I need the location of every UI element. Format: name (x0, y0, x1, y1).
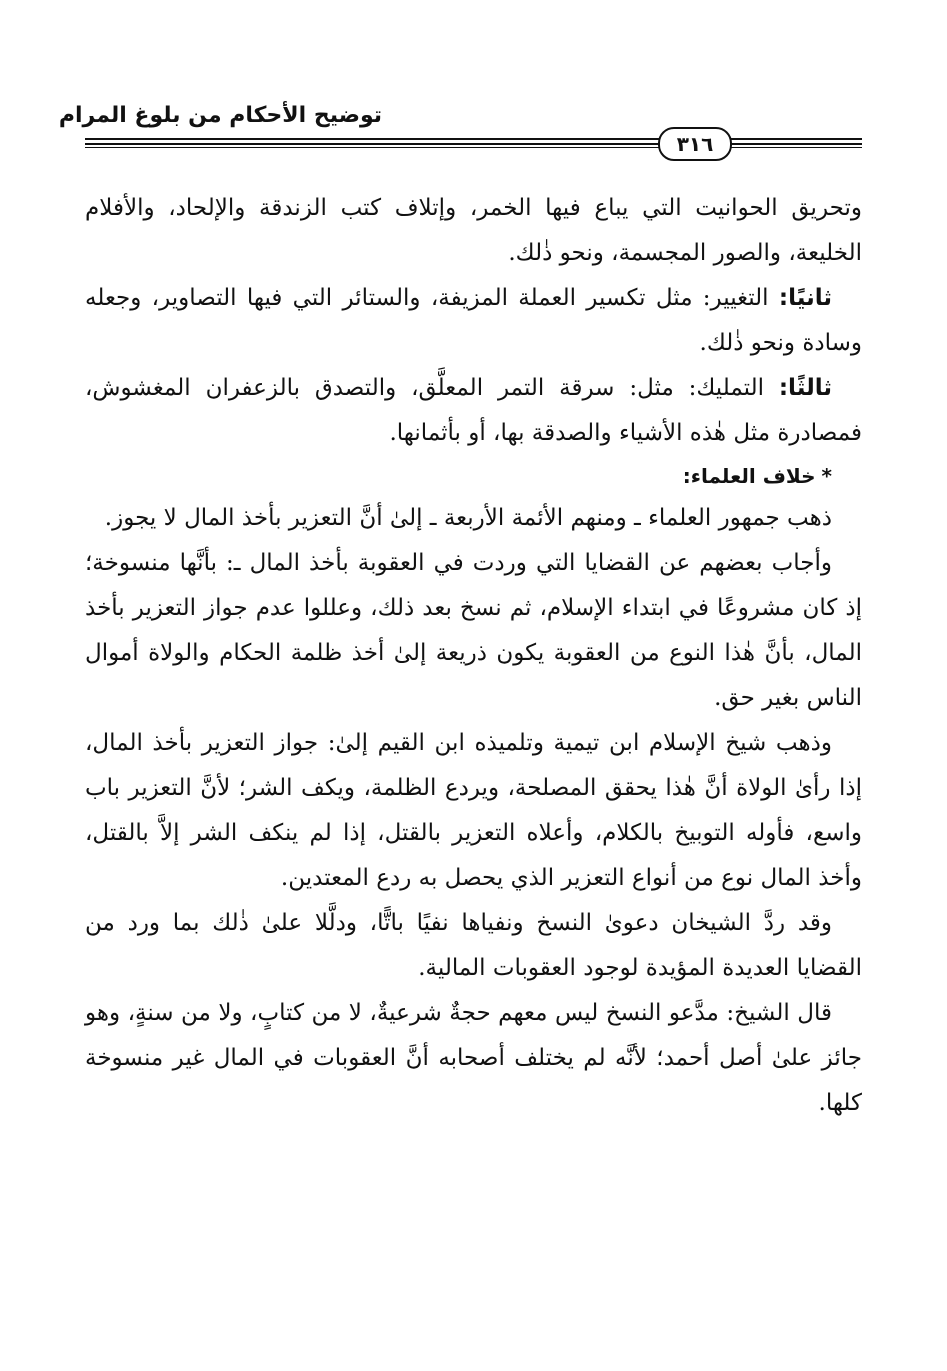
paragraph-3 (85, 366, 862, 456)
paragraph-3-text: التمليك: مثل: سرقة التمر المعلَّق، والتصدق بالزعفران المغشوش، فمصادرة مثل هٰذه الأشياء والصدقة بها، أو بأثمانها. (85, 375, 862, 446)
paragraph-2-text: التغيير: مثل تكسير العملة المزيفة، والستائر التي فيها التصاوير، وجعله وسادة ونحو ذٰلك. (85, 285, 862, 356)
paragraph-6: وذهب شيخ الإسلام ابن تيمية وتلميذه ابن القيم إلىٰ: جواز التعزير بأخذ المال، إذا رأىٰ الولاة أنَّ هٰذا يحقق المصلحة، ويردع الظلمة، ويكف الشر؛ لأنَّ التعزير باب واسع، فأوله التوبيخ بالكلام، وأعلاه التعزير بالقتل، إذا لم ينكف الشر إلاَّ بالقتل، وأخذ المال نوع من أنواع التعزير الذي يحصل به ردع المعتدين. (85, 730, 862, 891)
section-heading-text: خلاف العلماء: (682, 464, 816, 488)
paragraph-8: قال الشيخ: مدَّعو النسخ ليس معهم حجةٌ شرعيةٌ، لا من كتابٍ، ولا من سنةٍ، وهو جائز علىٰ أصل أحمد؛ لأنَّه لم يختلف أصحابه أنَّ العقوبات في المال غير منسوخة كلها. (85, 1000, 862, 1116)
paragraph-1: وتحريق الحوانيت التي يباع فيها الخمر، وإتلاف كتب الزندقة والإلحاد، والأفلام الخليعة، والصور المجسمة، ونحو ذٰلك. (85, 195, 862, 266)
header-rule-top (85, 138, 862, 140)
paragraph-2 (85, 276, 862, 366)
paragraph-5: وأجاب بعضهم عن القضايا التي وردت في العقوبة بأخذ المال ـ: بأنَّها منسوخة؛ إذ كان مشروعًا في ابتداء الإسلام، ثم نسخ بعد ذلك، وعللوا عدم جواز التعزير بأخذ المال، بأنَّ هٰذا النوع من العقوبة يكون ذريعة إلىٰ أخذ ظلمة الحكام والولاة أموال الناس بغير حق. (85, 550, 862, 711)
paragraph-7: وقد ردَّ الشيخان دعوىٰ النسخ ونفياها نفيًا باتًّا، ودلَّلا علىٰ ذٰلك بما ورد من القضايا العديدة المؤيدة لوجود العقوبات المالية. (85, 910, 862, 981)
asterisk-marker: * (821, 464, 832, 488)
running-title: توضيح الأحكام من بلوغ المرام (58, 103, 382, 128)
section-heading (85, 456, 862, 496)
paragraph-3-lead: ثالثًا: (778, 375, 832, 401)
header-rule-bottom (85, 147, 862, 148)
header-rule-middle (85, 143, 862, 145)
paragraph-4: ذهب جمهور العلماء ـ ومنهم الأئمة الأربعة ـ إلىٰ أنَّ التعزير بأخذ المال لا يجوز. (104, 505, 832, 531)
paragraph-2-lead: ثانيًا: (778, 285, 833, 311)
body-text (85, 186, 862, 1126)
page-number: ٣١٦ (658, 127, 732, 161)
